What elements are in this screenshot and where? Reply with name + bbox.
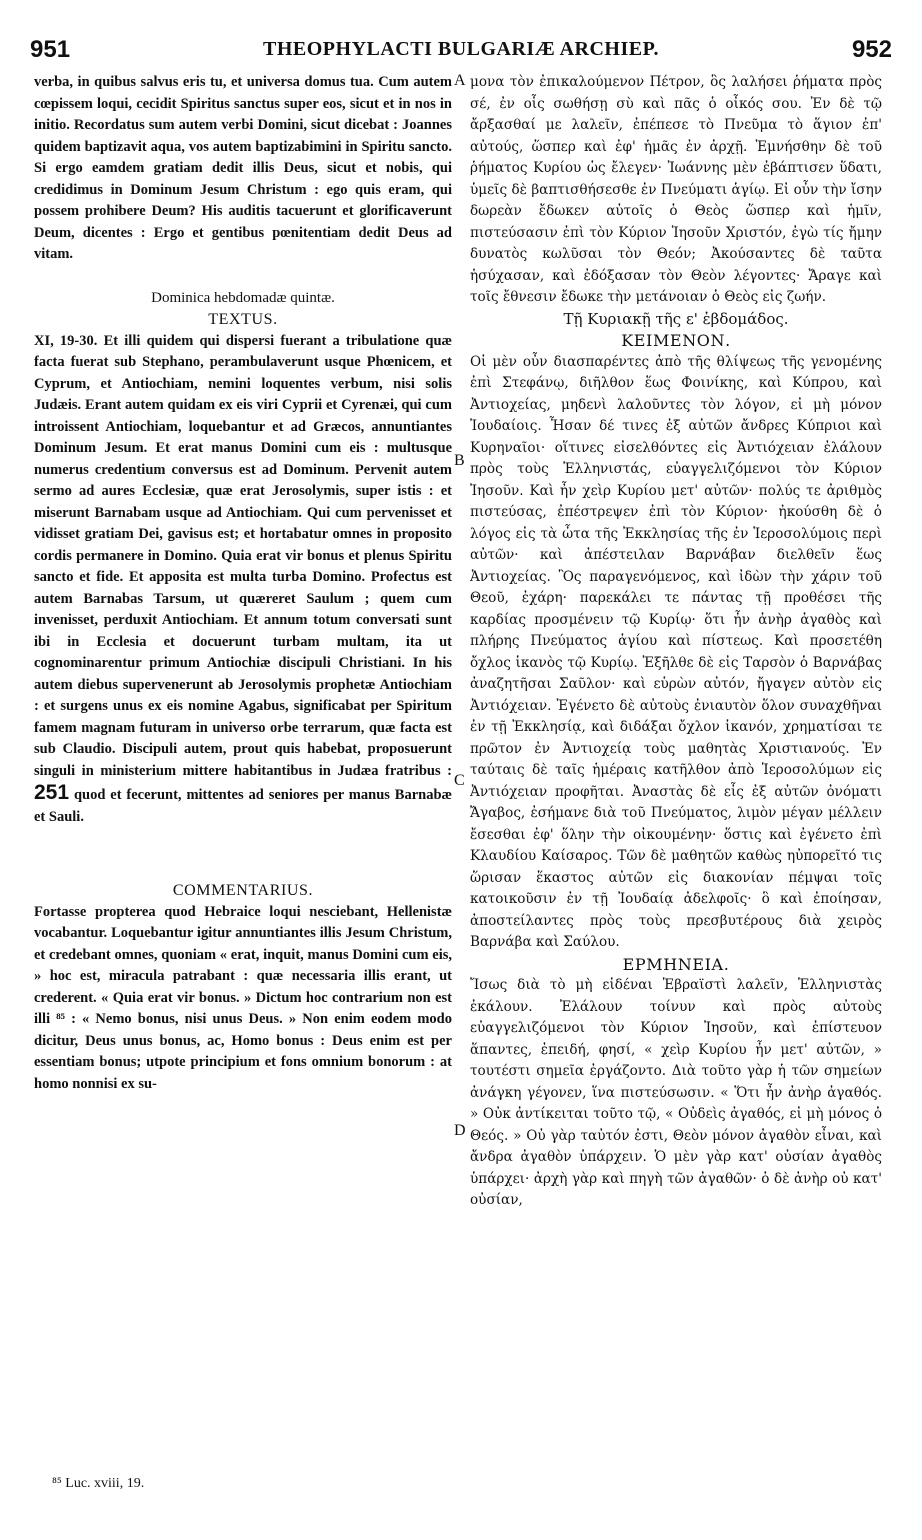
greek-hermeneia-heading: ΕΡΜΗΝΕΙΑ.	[622, 954, 730, 974]
margin-letter-c: C	[454, 772, 465, 789]
latin-textus-heading: TEXTUS.	[208, 311, 278, 328]
greek-kyriake-heading: Τῇ Κυριακῇ τῆς ε' ἑβδομάδος.	[563, 309, 789, 328]
running-head	[30, 36, 892, 66]
running-title: THEOPHYLACTI BULGARIÆ ARCHIEP.	[263, 38, 659, 60]
latin-commentarius-heading: COMMENTARIUS.	[172, 882, 314, 899]
verse-reference: XI, 19-30.	[34, 332, 98, 349]
margin-letter-b: B	[454, 452, 465, 469]
page-number-right: 952	[851, 36, 892, 63]
greek-keimenon-heading: ΚΕΙΜΕΝΟΝ.	[621, 331, 731, 350]
latin-text	[34, 331, 452, 829]
latin-text-body: Et illi quidem qui dispersi fuerant a tribulatione quæ facta fuerat sub Stephano, perambulaverunt usque Phœnicem, et Cyprum, et Antiochiam, nemini loquentes verbum, nisi solis Judæis. Erant autem quidam ex eis viri Cyprii et Cyrenæi, qui cum introissent Antiochiam, loquebantur et ad Græcos, annuntiantes Dominum Jesum. Et erat manus Domini cum eis : multusque numerus credentium conversus est ad Dominum. Pervenit autem sermo ad aures Ecclesiæ, quæ erat Jerosolymis, super istis : et miserunt Barnabam usque ad Antiochiam. Qui cum pervenisset et vidisset gratiam Dei, gavisus est; et hortabatur omnes in proposito cordis permanere in Domino. Quia erat vir bonus et plenus Spiritu sancto et fide. Et apposita est multa turba Domino. Profectus est autem Barnabas Tarsum, ut quæreret Saulum ; quem cum invenisset, perduxit Antiochiam. Et annum totum conversati sunt ibi in Ecclesia et docuerunt turbam multam, ita ut cognominarentur primum Antiochiæ discipuli Christiani. In his autem diebus supervenerunt ab Jerosolymis prophetæ Antiochiam : et surgens unus ex eis nomine Agabus, significabat per Spiritum famem magnam futuram in universo orbe terrarum, quæ facta est sub Claudio. Discipuli autem, prout quis habebat, proposuerunt singuli in ministerium mittere habitantibus in Judæa fratribus :	[34, 332, 452, 779]
footnote: ⁸⁵ Luc. xviii, 19.	[52, 1476, 145, 1491]
greek-column	[470, 72, 882, 1212]
latin-intro: verba, in quibus salvus eris tu, et universa domus tua. Cum autem cœpissem loqui, cecidit Spiritus sanctus super eos, sicut et in nos in initio. Recordatus sum autem verbi Domini, sicut dicebat : Joannes quidem baptizavit aqua, vos autem baptizabimini in Spiritu sancto. Si ergo eamdem gratiam dedit illis Deus, sicut et nobis, qui credidimus in Dominum Jesum Christum : ego quis eram, qui possem prohibere Deum? His auditis tacuerunt et glorificaverunt Deum, dicentes : Ergo et gentibus pœnitentiam dedit Deus ad vitam.	[34, 74, 452, 262]
greek-comment-body: Ἴσως διὰ τὸ μὴ εἰδέναι Ἑβραϊστὶ λαλεῖν, Ἑλληνιστὰς ἐκάλουν. Ἐλάλουν τοίνυν καὶ πρὸς αὐτοὺς εὐαγγελιζόμενοι τὸν Κύριον Ἰησοῦν, καὶ ἐπίστευον ἅπαντες, ἐπειδή, φησί, « χεὶρ Κυρίου ἦν μετ' αὐτῶν, » τουτέστι σημεῖα ἐργάζοντο. Διὰ τοῦτο γὰρ ἡ τῶν σημείων ἀνάγκη γέγονεν, ἵνα πιστεύσωσιν. « Ὅτι ἦν ἀνὴρ ἀγαθός. » Οὐκ ἀντίκειται τοῦτο τῷ, « Οὐδεὶς ἀγαθός, εἰ μὴ μόνος ὁ Θεός. » Οὐ γὰρ ταὐτόν ἐστι, Θεὸν μόνον ἀγαθὸν εἶναι, καὶ ἄνδρα ἀγαθὸν ὑπάρχειν. Ὁ μὲν γὰρ κατ' οὐσίαν ἀγαθὸς ὑπάρχει· ἀρχὴ γὰρ καὶ πηγὴ τῶν ἀγαθῶν· ὁ δὲ ἀνὴρ οὐ κατ' οὐσίαν,	[470, 977, 882, 1208]
latin-comment-body: Fortasse propterea quod Hebraice loqui nesciebant, Hellenistæ vocabantur. Loquebantur igitur annuntiantes illis Jesum Christum, et credebant omnes, quoniam « erat, inquit, manus Domini cum eis, » hoc est, miracula patrabant : quæ necessaria illis erant, ut crederent. « Quia erat vir bonus. » Dictum hoc contrarium non est illi ⁸⁵ : « Nemo bonus, nisi unus Deus. » Non enim eodem modo dicitur, Deus unus bonus, ac, Homo bonus : Deus enim est per essentiam bonus; utpote principium et fons omnium bonorum : at homo nonnisi ex su-	[34, 903, 452, 1092]
latin-text-tail: quod et fecerunt, mittentes ad seniores per manus Barnabæ et Sauli.	[34, 787, 452, 825]
greek-text-body: Οἱ μὲν οὖν διασπαρέντες ἀπὸ τῆς θλίψεως τῆς γενομένης ἐπὶ Στεφάνῳ, διῆλθον ἕως Φοινίκης, καὶ Κύπρου, καὶ Ἀντιοχείας, μηδενὶ λαλοῦντες τὸν λόγον, εἰ μὴ μόνον Ἰουδαίοις. Ἦσαν δέ τινες ἐξ αὐτῶν ἄνδρες Κύπριοι καὶ Κυρηναῖοι· οἵτινες εἰσελθόντες εἰς Ἀντιόχειαν ἐλάλουν πρὸς τοὺς Ἑλληνιστάς, εὐαγγελιζόμενοι τὸν Κύριον Ἰησοῦν. Καὶ ἦν χεὶρ Κυρίου μετ' αὐτῶν· πολύς τε ἀριθμὸς πιστεύσας, ἐπέστρεψεν ἐπὶ τὸν Κύριον· ἠκούσθη δὲ ὁ λόγος εἰς τὰ ὦτα τῆς Ἐκκλησίας τῆς ἐν Ἱεροσολύμοις περὶ αὐτῶν· καὶ ἀπέστειλαν Βαρνάβαν διελθεῖν ἕως Ἀντιοχείας. Ὃς παραγενόμενος, καὶ ἰδὼν τὴν χάριν τοῦ Θεοῦ, ἐχάρη· παρεκάλει τε πάντας τῇ προθέσει τῆς καρδίας προσμένειν τῷ Κυρίῳ· ὅτι ἦν ἀνὴρ ἀγαθὸς καὶ πλήρης Πνεύματος ἁγίου καὶ πίστεως. Καὶ προσετέθη ὄχλος ἱκανὸς τῷ Κυρίῳ. Ἐξῆλθε δὲ εἰς Ταρσὸν ὁ Βαρνάβας ἀναζητῆσαι Σαῦλον· καὶ εὑρὼν αὐτόν, ἤγαγεν αὐτὸν εἰς Ἀντιόχειαν. Ἐγένετο δὲ αὐτοὺς ἐνιαυτὸν ὅλον συναχθῆναι ἐν τῇ Ἐκκλησίᾳ, καὶ διδάξαι ὄχλον ἱκανόν, χρηματίσαι τε πρῶτον ἐν Ἀντιοχείᾳ τοὺς μαθητὰς Χριστιανούς. Ἐν ταύταις δὲ ταῖς ἡμέραις κατῆλθον ἀπὸ Ἱεροσολύμων εἰς Ἀντιόχειαν προφῆται. Ἀναστὰς δὲ εἷς ἐξ αὐτῶν ὀνόματι Ἄγαβος, ἐσήμανε διὰ τοῦ Πνεύματος, λιμὸν μέγαν μέλλειν ἔσεσθαι ἐφ' ὅλην τὴν οἰκουμένην· ὅστις καὶ ἐγένετο ἐπὶ Κλαυδίου Καίσαρος. Τῶν δὲ μαθητῶν καθὼς ηὐπορεῖτό τις ὥρισαν ἕκαστος αὐτῶν εἰς διακονίαν πέμψαι τοῖς κατοικοῦσιν ἐν τῇ Ἰουδαίᾳ ἀδελφοῖς· ὃ καὶ ἐποίησαν, ἀποστείλαντες πρὸς τοὺς πρεσβυτέρους διὰ χειρὸς Βαρνάβα καὶ Σαύλου.	[470, 353, 882, 950]
margin-letter-d: D	[454, 1122, 466, 1139]
column-number: 251	[34, 781, 70, 804]
margin-letter-a: A	[454, 72, 466, 89]
latin-column	[34, 72, 452, 1095]
latin-dominica-heading: Dominica hebdomadæ quintæ.	[151, 289, 335, 306]
greek-intro: μονα τὸν ἐπικαλούμενον Πέτρον, ὃς λαλήσει ῥήματα πρὸς σέ, ἐν οἷς σωθήσῃ σὺ καὶ πᾶς ὁ οἶκός σου. Ἐν δὲ τῷ ἄρξασθαί με λαλεῖν, ἐπέπεσε τὸ Πνεῦμα τὸ ἅγιον ἐπ' αὐτούς, ὥσπερ καὶ ἐφ' ἡμᾶς ἐν ἀρχῇ. Ἐμνήσθην δὲ τοῦ ῥήματος Κυρίου ὡς ἔλεγεν· Ἰωάννης μὲν ἐβάπτισεν ὕδατι, ὑμεῖς δὲ βαπτισθήσεσθε ἐν Πνεύματι ἁγίῳ. Εἰ οὖν τὴν ἴσην δωρεὰν ἔδωκεν αὐτοῖς ὁ Θεὸς ὥσπερ καὶ ἡμῖν, πιστεύσασιν ἐπὶ τὸν Κύριον Ἰησοῦν Χριστόν, ἐγὼ τίς ἤμην δυνατὸς κωλῦσαι τὸν Θεόν; Ἀκούσαντες δὲ ταῦτα ἡσύχασαν, καὶ ἐδόξασαν τὸν Θεὸν λέγοντες· Ἄραγε καὶ τοῖς ἔθνεσιν ἔδωκε τὴν μετάνοιαν ὁ Θεὸς εἰς ζωήν.	[470, 74, 882, 305]
page-number-left: 951	[30, 36, 71, 63]
